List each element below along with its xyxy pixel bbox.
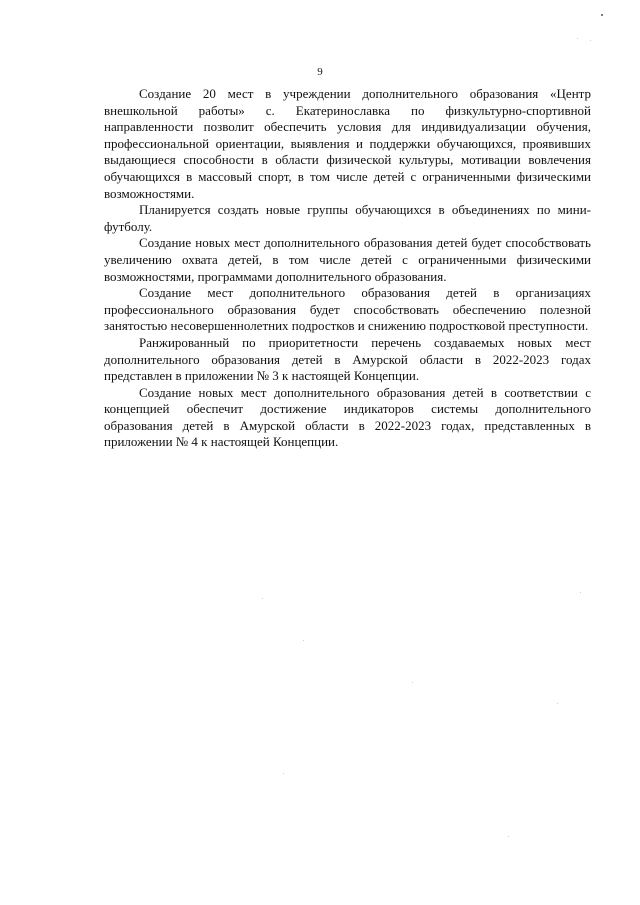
scan-speck bbox=[601, 14, 603, 16]
paragraph-5: Ранжированный по приоритетности перечень создаваемых новых мест дополнительного образования детей в Амурской области в 2022-2023 годах представлен в приложении № 3 к настоящей Концепции. bbox=[104, 334, 591, 384]
paragraph-4: Создание мест дополнительного образования детей в организациях профессионального образования будет способствовать обеспечению полезной занятостью несовершеннолетних подростков и снижению подростковой преступности. bbox=[104, 285, 591, 334]
document-body bbox=[104, 86, 591, 451]
scan-speck bbox=[508, 836, 509, 837]
scan-speck bbox=[577, 38, 578, 39]
scan-speck bbox=[590, 40, 591, 41]
page-number: 9 bbox=[317, 66, 323, 78]
paragraph-1: Создание 20 мест в учреждении дополнительного образования «Центр внешкольной работы» с. Екатеринославка по физкультурно-спортивной направленности позволит обеспечить условия для индивидуализации обучения, профессиональной ориентации, выявления и поддержки обучающихся, проявивших выдающиеся способности в области физической культуры, мотивации вовлечения обучающихся в массовый спорт, в том числе детей с ограниченными физическими возможностями. bbox=[104, 86, 591, 201]
scan-speck bbox=[557, 703, 558, 704]
paragraph-6: Создание новых мест дополнительного образования детей в соответствии с концепцией обеспечит достижение индикаторов системы дополнительного образования детей в Амурской области в 2022-2023 годах, представленных в приложении № 4 к настоящей Концепции. bbox=[104, 384, 591, 450]
scan-speck bbox=[580, 592, 581, 593]
scan-speck bbox=[283, 773, 284, 774]
paragraph-2: Планируется создать новые группы обучающихся в объединениях по мини-футболу. bbox=[104, 202, 591, 234]
paragraph-3: Создание новых мест дополнительного образования детей будет способствовать увеличению охвата детей, в том числе детей с ограниченными физическими возможностями, программами дополнительного образования. bbox=[104, 235, 591, 284]
scan-speck bbox=[412, 682, 413, 683]
scan-speck bbox=[262, 598, 263, 599]
scan-speck bbox=[303, 640, 304, 641]
